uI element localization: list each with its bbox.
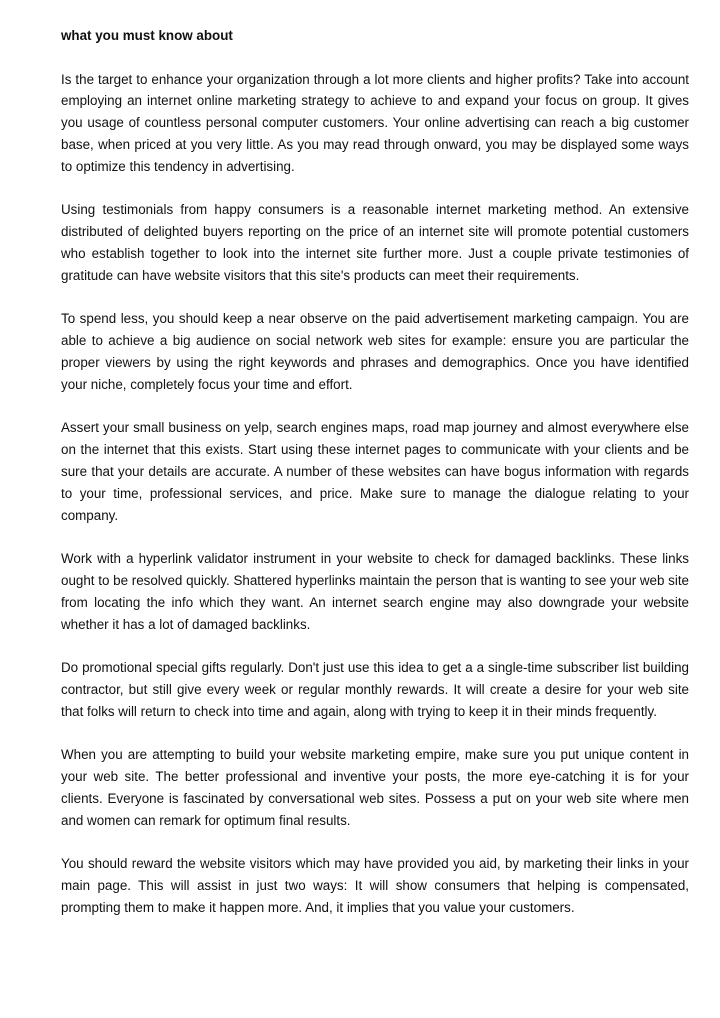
paragraph: Do promotional special gifts regularly. Don't just use this idea to get a a single-time subscriber list building contractor, but still give every week or regular monthly rewards. It will create a desire for your web site that folks will return to check into time and again, along with trying to keep it in their minds frequently. xyxy=(61,660,689,719)
document-title: what you must know about xyxy=(61,28,233,43)
paragraph: Assert your small business on yelp, search engines maps, road map journey and almost everywhere else on the internet that this exists. Start using these internet pages to communicate with your clients and be sure that your details are accurate. A number of these websites can have bogus information with regards to your time, professional services, and price. Make sure to manage the dialogue relating to your company. xyxy=(61,420,689,523)
paragraph: You should reward the website visitors which may have provided you aid, by marketing their links in your main page. This will assist in just two ways: It will show consumers that helping is compensated, prompting them to make it happen more. And, it implies that you value your customers. xyxy=(61,856,689,915)
paragraph: Is the target to enhance your organization through a lot more clients and higher profits? Take into account employing an internet online marketing strategy to achieve to and expand your focus on group. It gives you usage of countless personal computer customers. Your online advertising can reach a big customer base, when priced at you very little. As you may read through onward, you may be displayed some ways to optimize this tendency in advertising. xyxy=(61,71,689,174)
paragraph: Work with a hyperlink validator instrument in your website to check for damaged backlinks. These links ought to be resolved quickly. Shattered hyperlinks maintain the person that is wanting to see your web site from locating the info which they want. An internet search engine may also downgrade your website whether it has a lot of damaged backlinks. xyxy=(61,551,689,632)
document-page xyxy=(61,25,689,940)
paragraph: When you are attempting to build your website marketing empire, make sure you put unique content in your web site. The better professional and inventive your posts, the more eye-catching it is for your clients. Everyone is fascinated by conversational web sites. Possess a put on your web site where men and women can remark for optimum final results. xyxy=(61,747,689,828)
paragraph: To spend less, you should keep a near observe on the paid advertisement marketing campaign. You are able to achieve a big audience on social network web sites for example: ensure you are particular the proper viewers by using the right keywords and phrases and demographics. Once you have identified your niche, completely focus your time and effort. xyxy=(61,311,689,392)
paragraph: Using testimonials from happy consumers is a reasonable internet marketing method. An extensive distributed of delighted buyers reporting on the price of an internet site will promote potential customers who establish together to look into the internet site further more. Just a couple private testimonies of gratitude can have website visitors that this site's products can meet their requirements. xyxy=(61,202,689,283)
